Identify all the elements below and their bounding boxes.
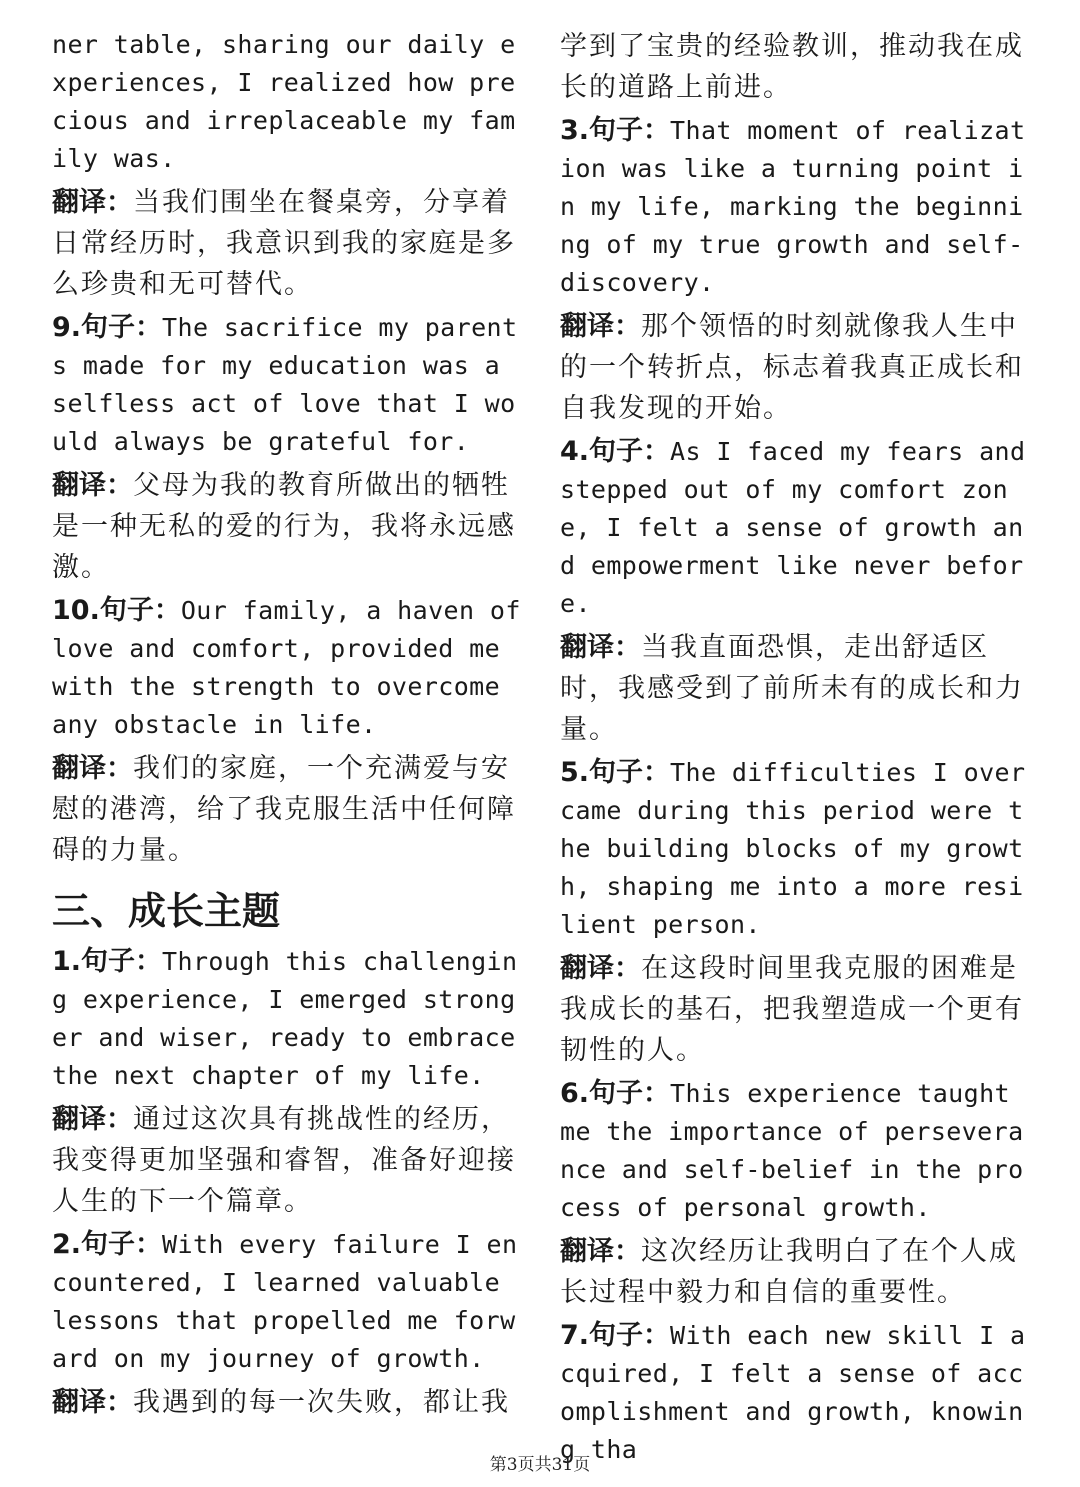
sentence-5 — [560, 754, 1032, 944]
sentence-label: 3.句子： — [560, 115, 671, 146]
sentence-text: As I faced my fears and stepped out of my comfort zone, I felt a sense of growth and empowerment like never before. — [560, 437, 1026, 618]
translation-text: 这次经历让我明白了在个人成长过程中毅力和自信的重要性。 — [560, 1236, 1018, 1308]
translation-label: 翻译： — [52, 187, 133, 218]
translation-label: 翻译： — [52, 470, 133, 501]
left-column — [52, 26, 522, 1427]
translation-6 — [560, 1231, 1032, 1313]
translation-text: 通过这次具有挑战性的经历，我变得更加坚强和睿智，准备好迎接人生的下一个篇章。 — [52, 1104, 516, 1217]
sentence-text: The difficulties I overcame during this period were the building blocks of my growth, shaping me into a more resilient person. — [560, 758, 1026, 939]
translation-label: 翻译： — [52, 1104, 133, 1135]
right-column — [560, 26, 1032, 1473]
continuation-translation — [52, 182, 522, 305]
translation-1 — [52, 1099, 522, 1222]
sentence-label: 9.句子： — [52, 312, 163, 343]
translation-label: 翻译： — [560, 1236, 641, 1267]
sentence-2 — [52, 1226, 522, 1378]
translation-5 — [560, 948, 1032, 1071]
translation-label: 翻译： — [560, 632, 641, 663]
translation-text: 那个领悟的时刻就像我人生中的一个转折点，标志着我真正成长和自我发现的开始。 — [560, 311, 1024, 424]
sentence-text: This experience taught me the importance of perseverance and self-belief in the process of personal growth. — [560, 1079, 1024, 1222]
sentence-text: The sacrifice my parents made for my education was a selfless act of love that I would always be grateful for. — [52, 313, 518, 456]
translation-label: 翻译： — [52, 753, 133, 784]
sentence-label: 6.句子： — [560, 1078, 671, 1109]
continuation-sentence: ner table, sharing our daily experiences, I realized how precious and irreplaceable my family was. — [52, 30, 516, 173]
sentence-text: Through this challenging experience, I emerged stronger and wiser, ready to embrace the next chapter of my life. — [52, 947, 518, 1090]
translation-text: 我遇到的每一次失败，都让我 — [133, 1387, 510, 1418]
translation-10 — [52, 748, 522, 871]
translation-label: 翻译： — [52, 1387, 133, 1418]
continuation-translation: 学到了宝贵的经验教训，推动我在成长的道路上前进。 — [560, 31, 1024, 103]
section-heading: 三、成长主题 — [52, 889, 281, 933]
translation-2 — [52, 1382, 522, 1423]
sentence-6 — [560, 1075, 1032, 1227]
translation-text: 父母为我的教育所做出的牺牲是一种无私的爱的行为，我将永远感激。 — [52, 470, 516, 583]
sentence-text: That moment of realization was like a turning point in my life, marking the beginning of my true growth and self-discovery. — [560, 116, 1026, 297]
translation-text: 在这段时间里我克服的困难是我成长的基石，把我塑造成一个更有韧性的人。 — [560, 953, 1024, 1066]
sentence-4 — [560, 433, 1032, 623]
translation-9 — [52, 465, 522, 588]
sentence-9 — [52, 309, 522, 461]
sentence-label: 5.句子： — [560, 757, 671, 788]
translation-label: 翻译： — [560, 311, 641, 342]
sentence-text: Our family, a haven of love and comfort, provided me with the strength to overcome any obstacle in life. — [52, 596, 521, 739]
page-number: 第3页共31页 — [489, 1455, 591, 1475]
sentence-text: With each new skill I acquired, I felt a sense of accomplishment and growth, knowing tha — [560, 1321, 1026, 1464]
sentence-label: 2.句子： — [52, 1229, 163, 1260]
sentence-10 — [52, 592, 522, 744]
sentence-1 — [52, 943, 522, 1095]
translation-text: 当我直面恐惧，走出舒适区时，我感受到了前所未有的成长和力量。 — [560, 632, 1024, 745]
sentence-label: 10.句子： — [52, 595, 181, 626]
sentence-3 — [560, 112, 1032, 302]
sentence-text: With every failure I encountered, I learned valuable lessons that propelled me forward on my journey of growth. — [52, 1230, 518, 1373]
sentence-label: 4.句子： — [560, 436, 671, 467]
translation-text: 我们的家庭，一个充满爱与安慰的港湾，给了我克服生活中任何障碍的力量。 — [52, 753, 516, 866]
sentence-label: 7.句子： — [560, 1320, 671, 1351]
sentence-label: 1.句子： — [52, 946, 163, 977]
translation-text: 当我们围坐在餐桌旁，分享着日常经历时，我意识到我的家庭是多么珍贵和无可替代。 — [52, 187, 516, 300]
sentence-7 — [560, 1317, 1032, 1469]
translation-4 — [560, 627, 1032, 750]
translation-3 — [560, 306, 1032, 429]
translation-label: 翻译： — [560, 953, 641, 984]
